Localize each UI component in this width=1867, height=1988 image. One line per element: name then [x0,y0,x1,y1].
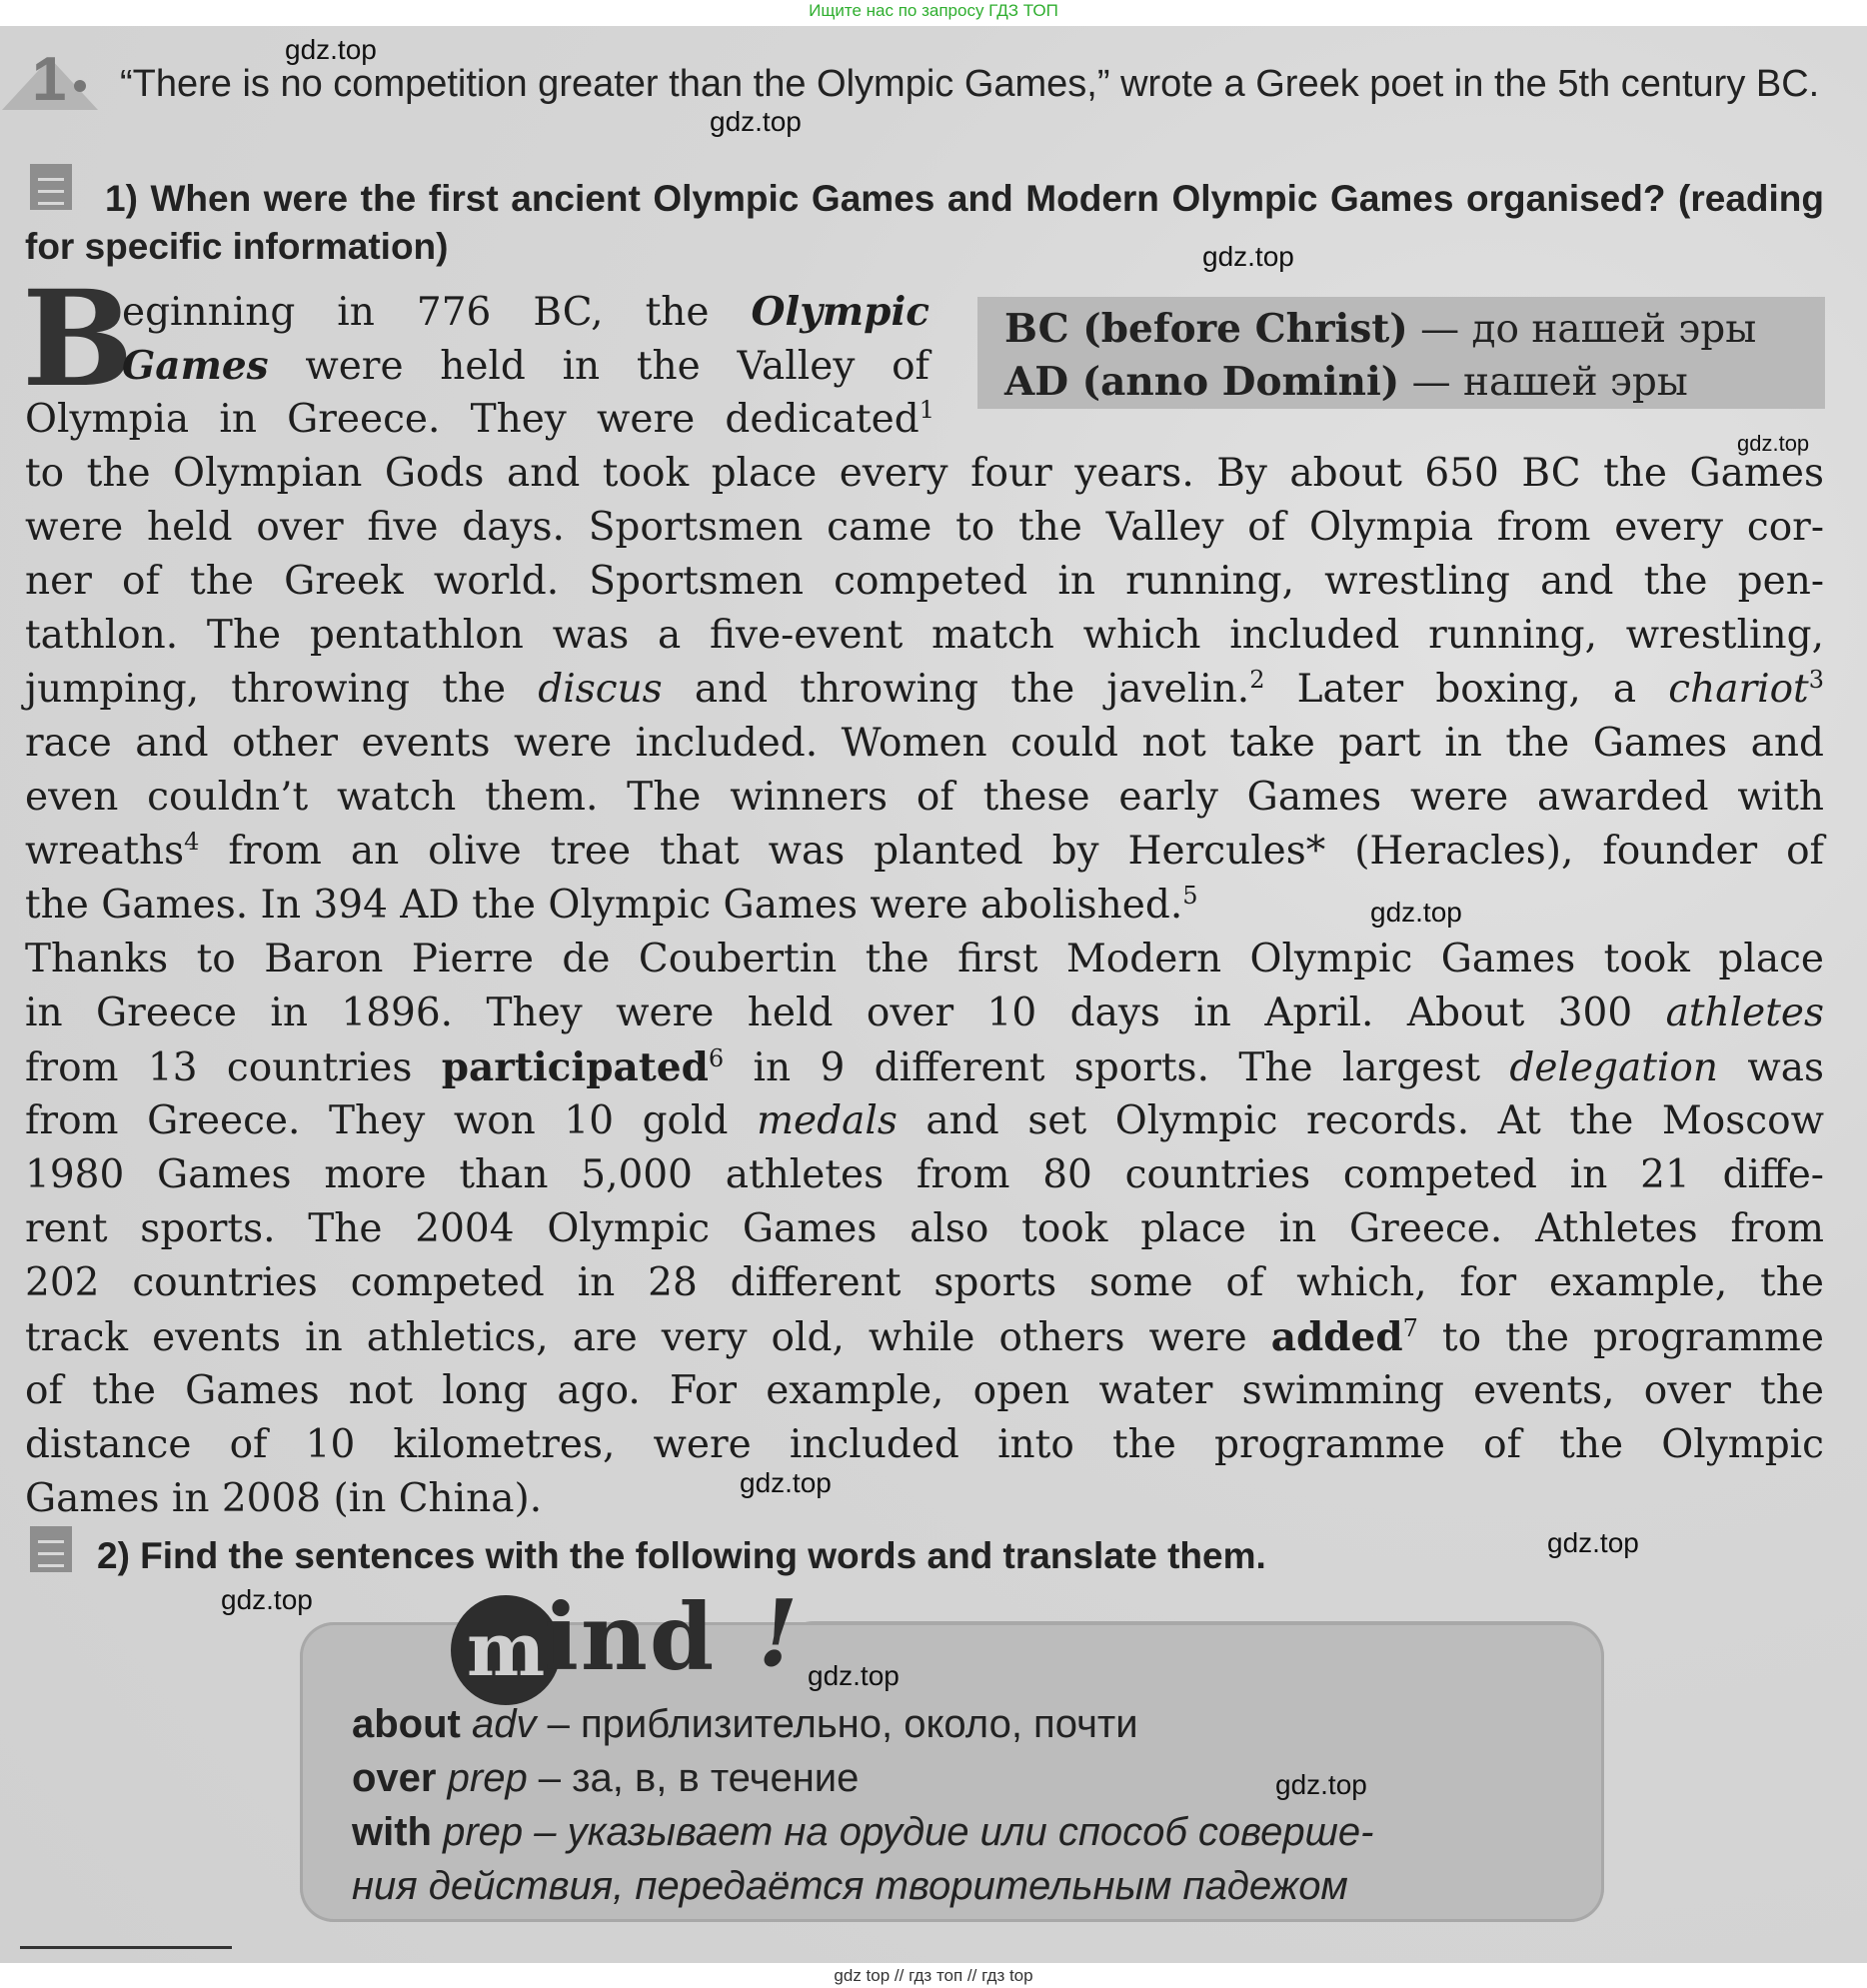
footnote-divider [20,1946,232,1949]
text-line-12: the Games. In 394 AD the Olympic Games were abolished.$^5$ [25,882,1198,928]
text-line-2: Games were held in the Valley of [122,343,930,389]
watermark: gdz.top [740,1467,832,1498]
text-line-18: rent sports. The 2004 Olympic Games also took place in Greece. Athletes from [25,1206,1824,1251]
text-line-6: ner of the Greek world. Sportsmen competed in running, wrestling and the pen- [25,559,1824,604]
text-line-14: in Greece in 1896. They were held over 10 days in April. About 300 athletes [25,991,1824,1035]
footer-banner: gdz top // гдз топ // гдз top [0,1963,1867,1988]
text-line-23: Games in 2008 (in China). [25,1476,543,1521]
text-line-5: were held over five days. Sportsmen came to the Valley of Olympia from every cor- [25,505,1824,550]
text-line-15: from 13 countries participated$^6$ in 9 different sports. The largest delegation was [25,1044,1825,1090]
note-ad: AD (anno Domini) — нашей эры [1004,359,1688,405]
watermark: gdz.top [710,106,802,137]
mind-entry-with: with prep – указывает на орудие или способ соверше- [352,1810,1374,1854]
text-line-3: Olympia in Greece. They were dedicated$^1$ [25,396,934,442]
text-line-21: of the Games not long ago. For example, open water swimming events, over the [25,1368,1824,1413]
exercise-intro: “There is no competition greater than the Olympic Games,” wrote a Greek poet in the 5th century BC. [120,63,1820,105]
text-line-9: race and other events were included. Women could not take part in the Games and [25,721,1824,766]
watermark: gdz.top [1275,1769,1367,1800]
watermark: gdz.top [285,34,377,65]
mind-entry-over: over prep – за, в, в течение [352,1756,860,1800]
watermark: gdz.top [808,1660,900,1691]
watermark: gdz.top [1370,897,1462,928]
text-line-22: distance of 10 kilometres, were included into the programme of the Olympic [25,1422,1824,1467]
watermark: gdz.top [1547,1527,1639,1558]
watermark: gdz.top [1202,241,1294,272]
mind-entry-with-continued: ния действия, передаётся творительным падежом [352,1864,1348,1908]
text-line-10: even couldn’t watch them. The winners of these early Games were awarded with [25,775,1824,820]
note-bc: BC (before Christ) — до нашей эры [1004,306,1757,352]
mind-logo-word: ind [544,1583,717,1691]
text-line-4: to the Olympian Gods and took place every four years. By about 650 BC the Games [25,451,1824,496]
task-1-heading: 1) When were the first ancient Olympic Games and Modern Olympic Games organised? (reading for specific information) [25,178,1824,267]
text-line-1: eginning in 776 BC, the Olympic [122,289,930,335]
text-line-8: jumping, throwing the discus and throwing the javelin.$^2$ Later boxing, a chariot$^3$ [25,666,1825,712]
mind-logo-exclamation: ! [758,1579,799,1687]
search-banner[interactable]: Ищите нас по запросу ГДЗ ТОП [0,0,1867,26]
text-line-17: 1980 Games more than 5,000 athletes from 80 countries competed in 21 diffe- [25,1152,1824,1197]
drop-cap: B [22,262,134,417]
mind-logo-letter: m [467,1607,546,1693]
text-line-19: 202 countries competed in 28 different sports some of which, for example, the [25,1260,1824,1305]
task-2-heading: 2) Find the sentences with the following words and translate them. [97,1535,1266,1576]
text-line-16: from Greece. They won 10 gold medals and set Olympic records. At the Moscow [25,1098,1825,1143]
text-line-13: Thanks to Baron Pierre de Coubertin the first Modern Olympic Games took place [25,937,1824,982]
watermark: gdz.top [1737,431,1810,456]
reading-task-icon-2 [30,1526,72,1572]
mind-entry-about: about adv – приблизительно, около, почти [352,1702,1138,1746]
watermark: gdz.top [221,1584,313,1615]
text-line-7: tathlon. The pentathlon was a five-event match which included running, wrestling, [25,613,1824,658]
exercise-number: 1 [32,45,67,114]
text-line-11: wreaths$^4$ from an olive tree that was planted by Hercules* (Heracles), founder of [25,828,1824,874]
text-line-20: track events in athletics, are very old, while others were added$^7$ to the programme [25,1314,1824,1360]
